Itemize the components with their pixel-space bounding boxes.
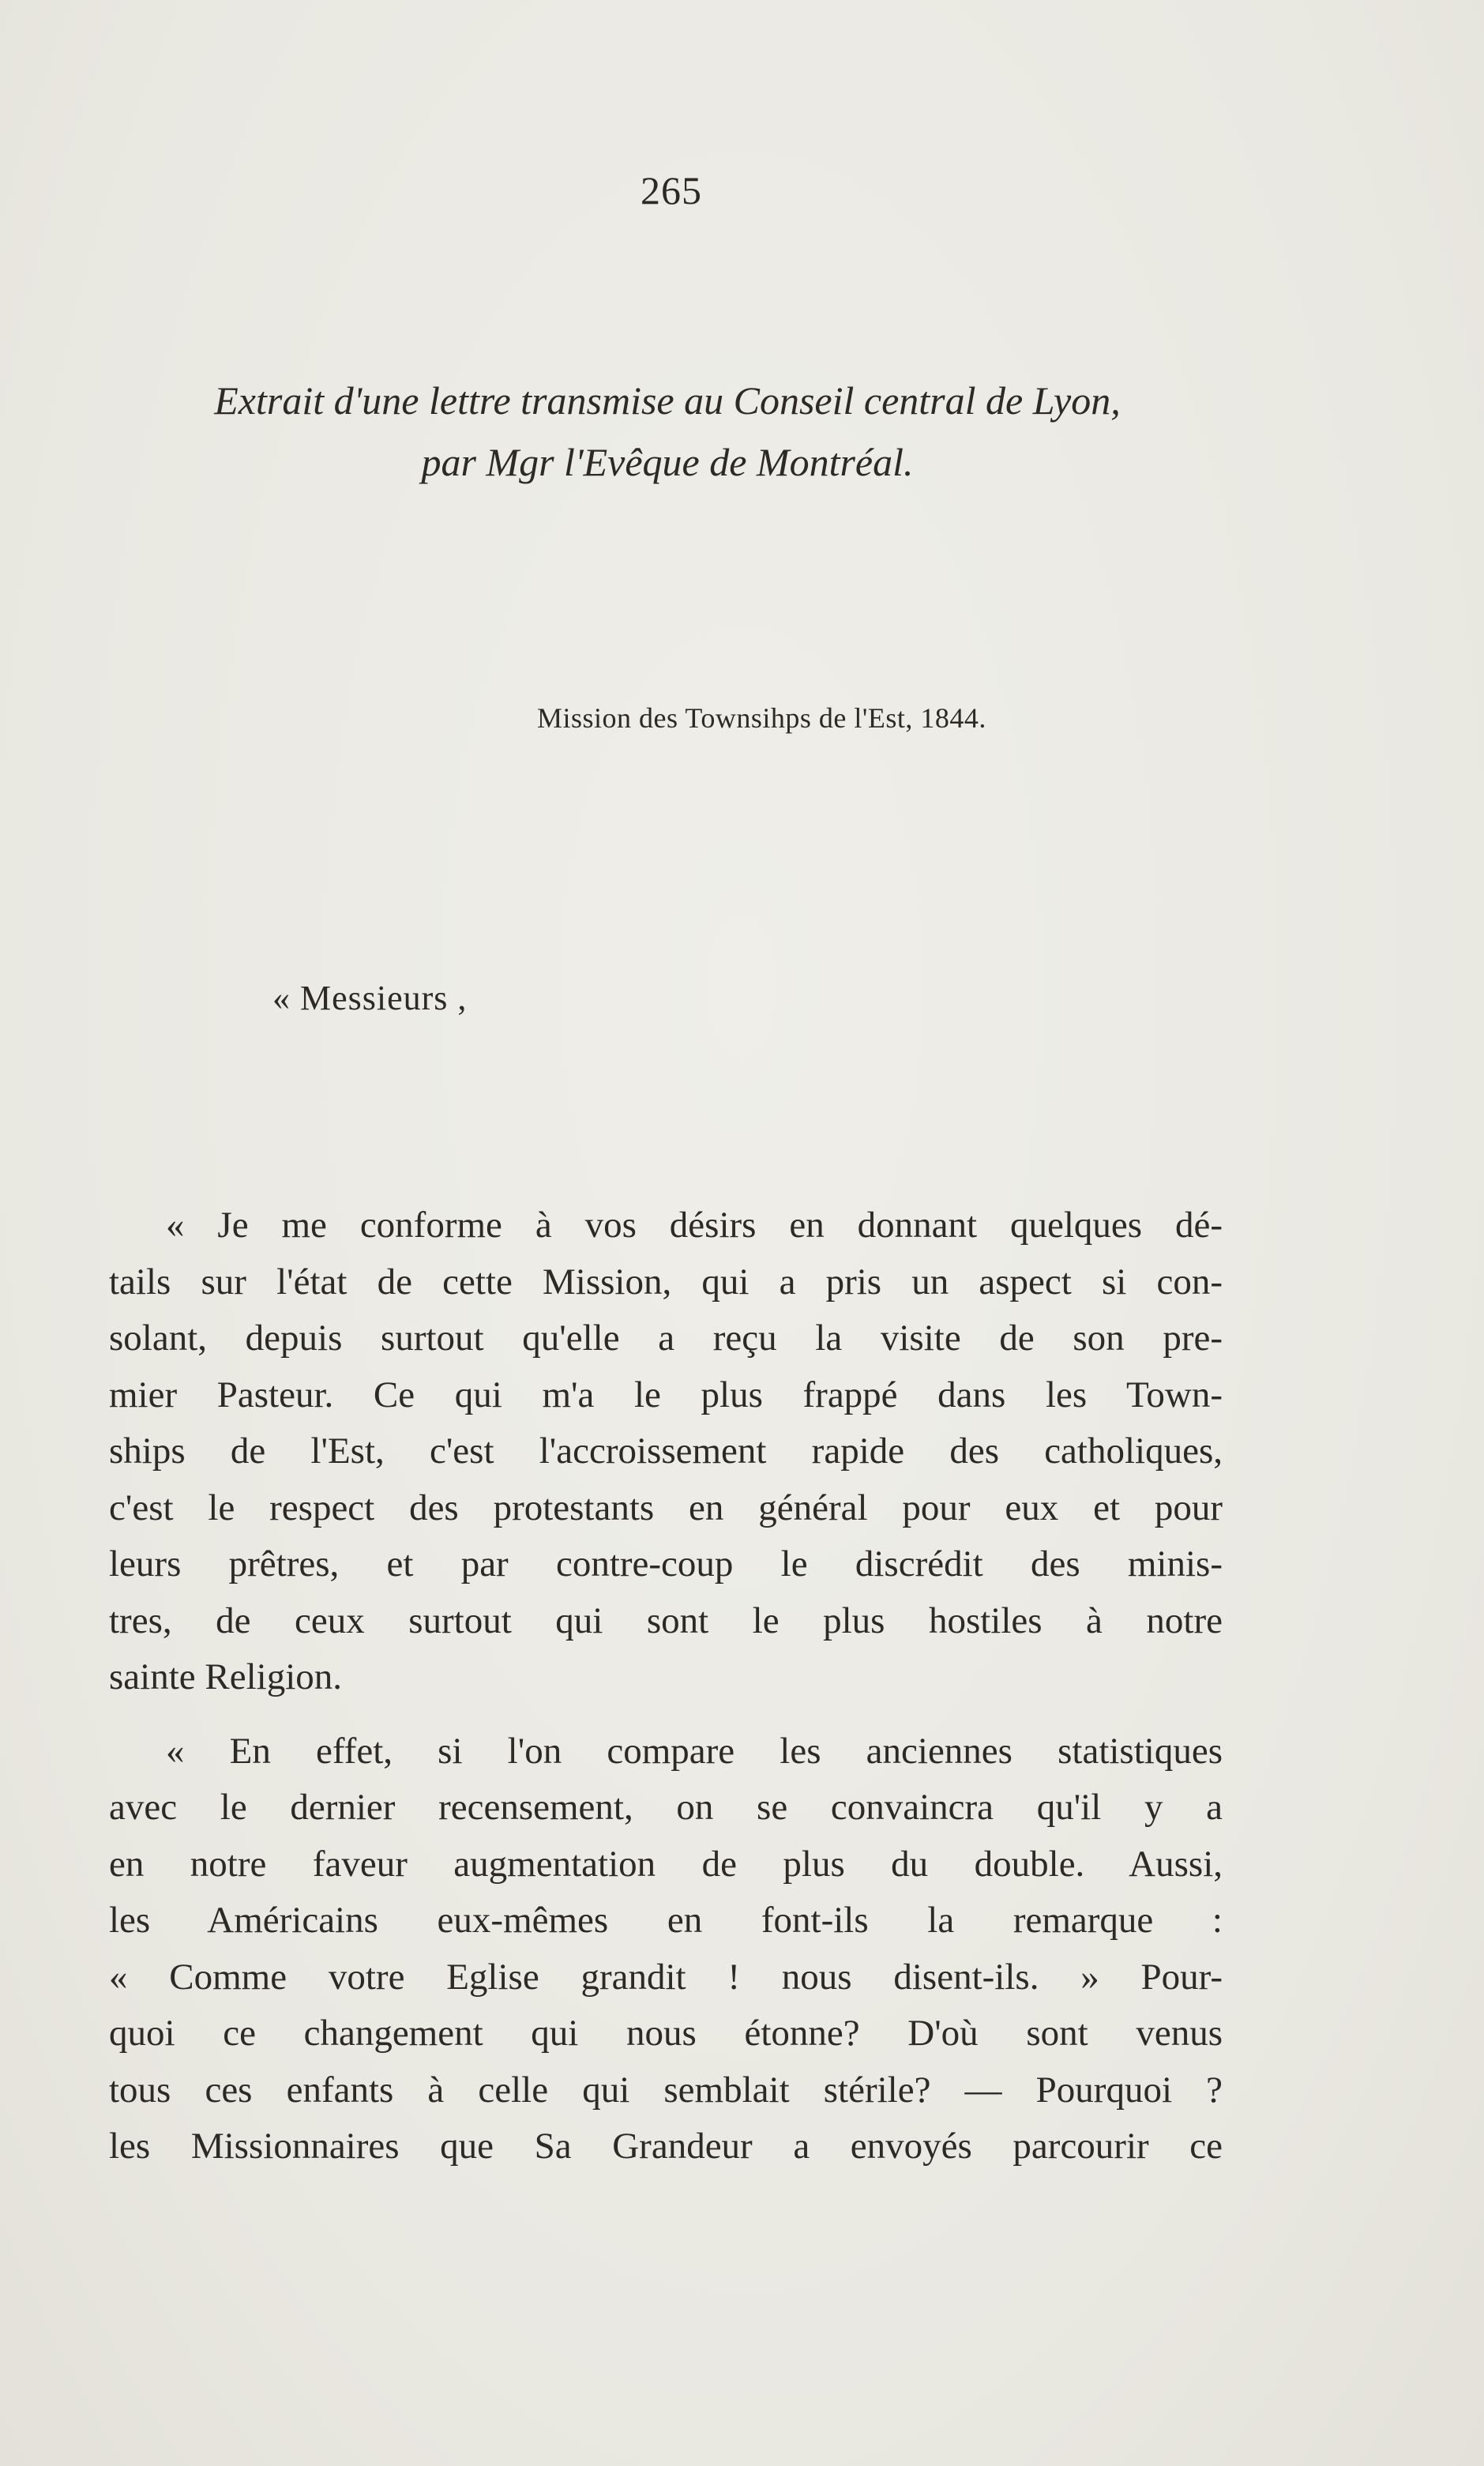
text-line: « En effet, si l'on compare les anciennes statistiques — [166, 1730, 1223, 1772]
text-line: tous ces enfants à celle qui semblait stérile? — Pourquoi ? — [109, 2069, 1223, 2111]
text-line: en notre faveur augmentation de plus du double. Aussi, — [109, 1843, 1223, 1885]
text-line: les Américains eux-mêmes en font-ils la remarque : — [109, 1900, 1223, 1941]
text-line: sainte Religion. — [109, 1656, 343, 1697]
paragraph-2 — [109, 1724, 1223, 2175]
letter-title — [107, 370, 1228, 493]
dateline: Mission des Townsihps de l'Est, 1844. — [537, 702, 986, 734]
paragraph-1 — [109, 1197, 1223, 1706]
text-line: tres, de ceux surtout qui sont le plus hostiles à notre — [109, 1600, 1223, 1641]
text-line: leurs prêtres, et par contre-coup le discrédit des minis- — [109, 1543, 1223, 1584]
text-line: mier Pasteur. Ce qui m'a le plus frappé dans les Town- — [109, 1374, 1223, 1415]
text-line: c'est le respect des protestants en général pour eux et pour — [109, 1487, 1223, 1528]
text-line: « Je me conforme à vos désirs en donnant quelques dé- — [166, 1205, 1223, 1246]
text-line: tails sur l'état de cette Mission, qui a pris un aspect si con- — [109, 1261, 1223, 1303]
text-line: solant, depuis surtout qu'elle a reçu la visite de son pre- — [109, 1318, 1223, 1359]
letter-body — [109, 1197, 1223, 2193]
text-line: ships de l'Est, c'est l'accroissement rapide des catholiques, — [109, 1430, 1223, 1472]
text-line: avec le dernier recensement, on se convaincra qu'il y a — [109, 1787, 1223, 1828]
text-line: « Comme votre Eglise grandit ! nous disent-ils. » Pour- — [109, 1956, 1223, 1998]
text-line: quoi ce changement qui nous étonne? D'où sont venus — [109, 2013, 1223, 2054]
title-line-2: par Mgr l'Evêque de Montréal. — [421, 440, 914, 484]
title-line-1: Extrait d'une lettre transmise au Conseil central de Lyon, — [214, 378, 1121, 423]
salutation: « Messieurs , — [272, 979, 468, 1017]
page-number: 265 — [641, 168, 702, 212]
text-line: les Missionnaires que Sa Grandeur a envoyés parcourir ce — [109, 2126, 1223, 2167]
